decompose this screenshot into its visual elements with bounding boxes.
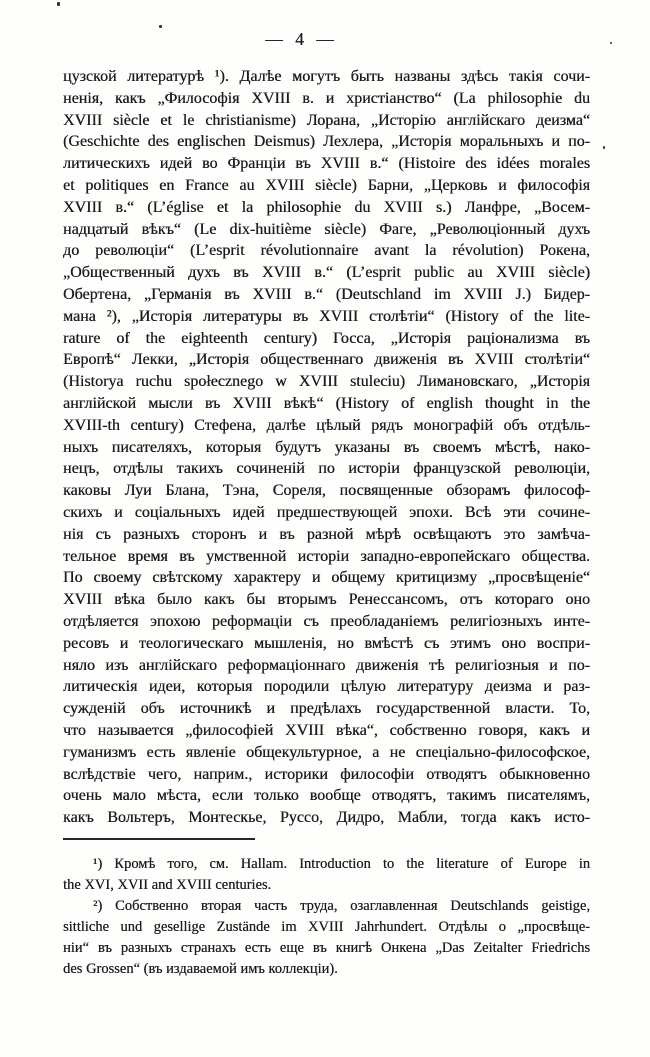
scan-speck [57, 2, 60, 6]
body-line: Обертена, „Германія въ XVIII в.“ (Deutschland im XVIII J.) Бидер- [63, 285, 590, 303]
body-line: XVIII вѣка было какъ бы вторымъ Ренессансомъ, отъ котораго оно [63, 591, 590, 609]
scan-speck [159, 25, 162, 28]
body-line: „Общественный духъ въ XVIII в.“ (L’esprit public au XVIII siècle) [63, 264, 590, 282]
body-line: няло изъ англійскаго реформаціоннаго движенія тѣ религіозныя и по- [63, 656, 590, 674]
body-line: надцатый вѣкъ“ (Le dix-huitième siècle) Фаге, „Революціонный духъ [63, 220, 590, 238]
footnote-line: ¹) Кромѣ того, см. Hallam. Introduction to the literature of Europe in [93, 856, 590, 872]
body-line: англійской мысли въ XVIII вѣкѣ“ (History of english thought in the [63, 394, 590, 412]
body-line: скихъ и соціальныхъ идей предшествующей эпохи. Всѣ эти сочине- [63, 503, 590, 521]
body-line: rature of the eighteenth century) Госса, „Исторія раціонализма въ [63, 329, 590, 347]
body-line: XVIII siècle et le christianisme) Лорана, „Исторію англійскаго деизма“ [63, 111, 590, 129]
body-line: очень мало мѣста, если только вообще отводятъ, такимъ писателямъ, [63, 787, 590, 805]
body-line: отдѣляется эпохою реформаціи съ преобладаніемъ религіозныхъ инте- [63, 612, 590, 630]
body-line: вслѣдствіе чего, наприм., историки философіи отводятъ обыкновенно [63, 765, 590, 783]
footnote-line: ніи“ въ разныхъ странахъ есть еще въ книгѣ Онкена „Das Zeitalter Friedrichs [63, 940, 590, 956]
page-number: — 4 — [265, 29, 335, 49]
footnote-line: des Grossen“ (въ издаваемой имъ коллекціи). [63, 961, 338, 977]
body-line: (Historya ruchu społecznego w XVIII stuleciu) Лимановскаго, „Исторія [63, 373, 590, 391]
body-line: тельное время въ умственной исторіи западно-европейскаго общества. [63, 547, 590, 565]
scan-speck [603, 146, 605, 149]
body-line: литическихъ идей во Франціи въ XVIII в.“ (Histoire des idées morales [63, 155, 591, 173]
footnote-line: sittliche und gesellige Zustände im XVIII Jahrhundert. Отдѣлы о „просвѣще- [63, 919, 590, 935]
footnotes [63, 854, 590, 980]
body-line: цузской литературѣ ¹). Далѣе могутъ быть названы здѣсь такія сочи- [63, 68, 590, 85]
body-line: какъ Вольтеръ, Монтескье, Руссо, Дидро, Мабли, тогда какъ исто- [63, 809, 590, 827]
body-line: до революціи“ (L’esprit révolutionnaire avant la révolution) Рокена, [63, 242, 590, 260]
body-text [63, 66, 590, 829]
body-line: каковы Луи Блана, Тэна, Сореля, посвященные обзорамъ философ- [63, 482, 590, 500]
footnote-line: the XVI, XVII and XVIII centuries. [63, 877, 272, 893]
body-line: XVIII-th century) Стефена, далѣе цѣлый рядъ монографій объ отдѣль- [63, 416, 590, 434]
footnote-separator-rule [63, 838, 255, 840]
body-line: что называется „философіей XVIII вѣка“, собственно говоря, какъ и [63, 721, 590, 739]
scan-speck [610, 42, 612, 44]
body-line: гуманизмъ есть явленіе общекультурное, а не спеціально-философское, [63, 743, 590, 761]
body-line: et politiques en France au XVIII siècle) Барни, „Церковь и философія [63, 176, 590, 194]
body-line: нія съ разныхъ сторонъ и въ разной мѣрѣ освѣщаютъ это замѣча- [63, 525, 590, 543]
body-line: По своему свѣтскому характеру и общему критицизму „просвѣщеніе“ [63, 569, 590, 587]
body-line: литическія идеи, которыя породили цѣлую литературу деизма и раз- [63, 678, 590, 696]
body-line: сужденій объ источникѣ и предѣлахъ государственной власти. То, [63, 700, 590, 718]
footnote-line: ²) Собственно вторая часть труда, озаглавленная Deutschlands geistige, [93, 898, 590, 914]
body-line: XVIII в.“ (L’église et la philosophie du XVIII s.) Ланфре, „Восем- [63, 198, 590, 216]
body-line: ныхъ писателяхъ, которыя будутъ указаны въ своемъ мѣстѣ, нако- [63, 438, 590, 456]
body-line: мана ²), „Исторія литературы въ XVIII столѣтіи“ (History of the lite- [63, 307, 591, 325]
body-line: нецъ, отдѣлы такихъ сочиненій по исторіи французской революціи, [63, 460, 590, 478]
body-line: Европѣ“ Лекки, „Исторія общественнаго движенія въ XVIII столѣтіи“ [63, 351, 590, 369]
body-line: ресовъ и теологическаго мышленія, но вмѣстѣ съ этимъ оно воспри- [63, 634, 590, 652]
body-line: (Geschichte des englischen Deismus) Лехлера, „Исторія моральныхъ и по- [63, 133, 590, 151]
body-line: ненія, какъ „Философія XVIII в. и христіанство“ (La philosophie du [63, 89, 590, 107]
